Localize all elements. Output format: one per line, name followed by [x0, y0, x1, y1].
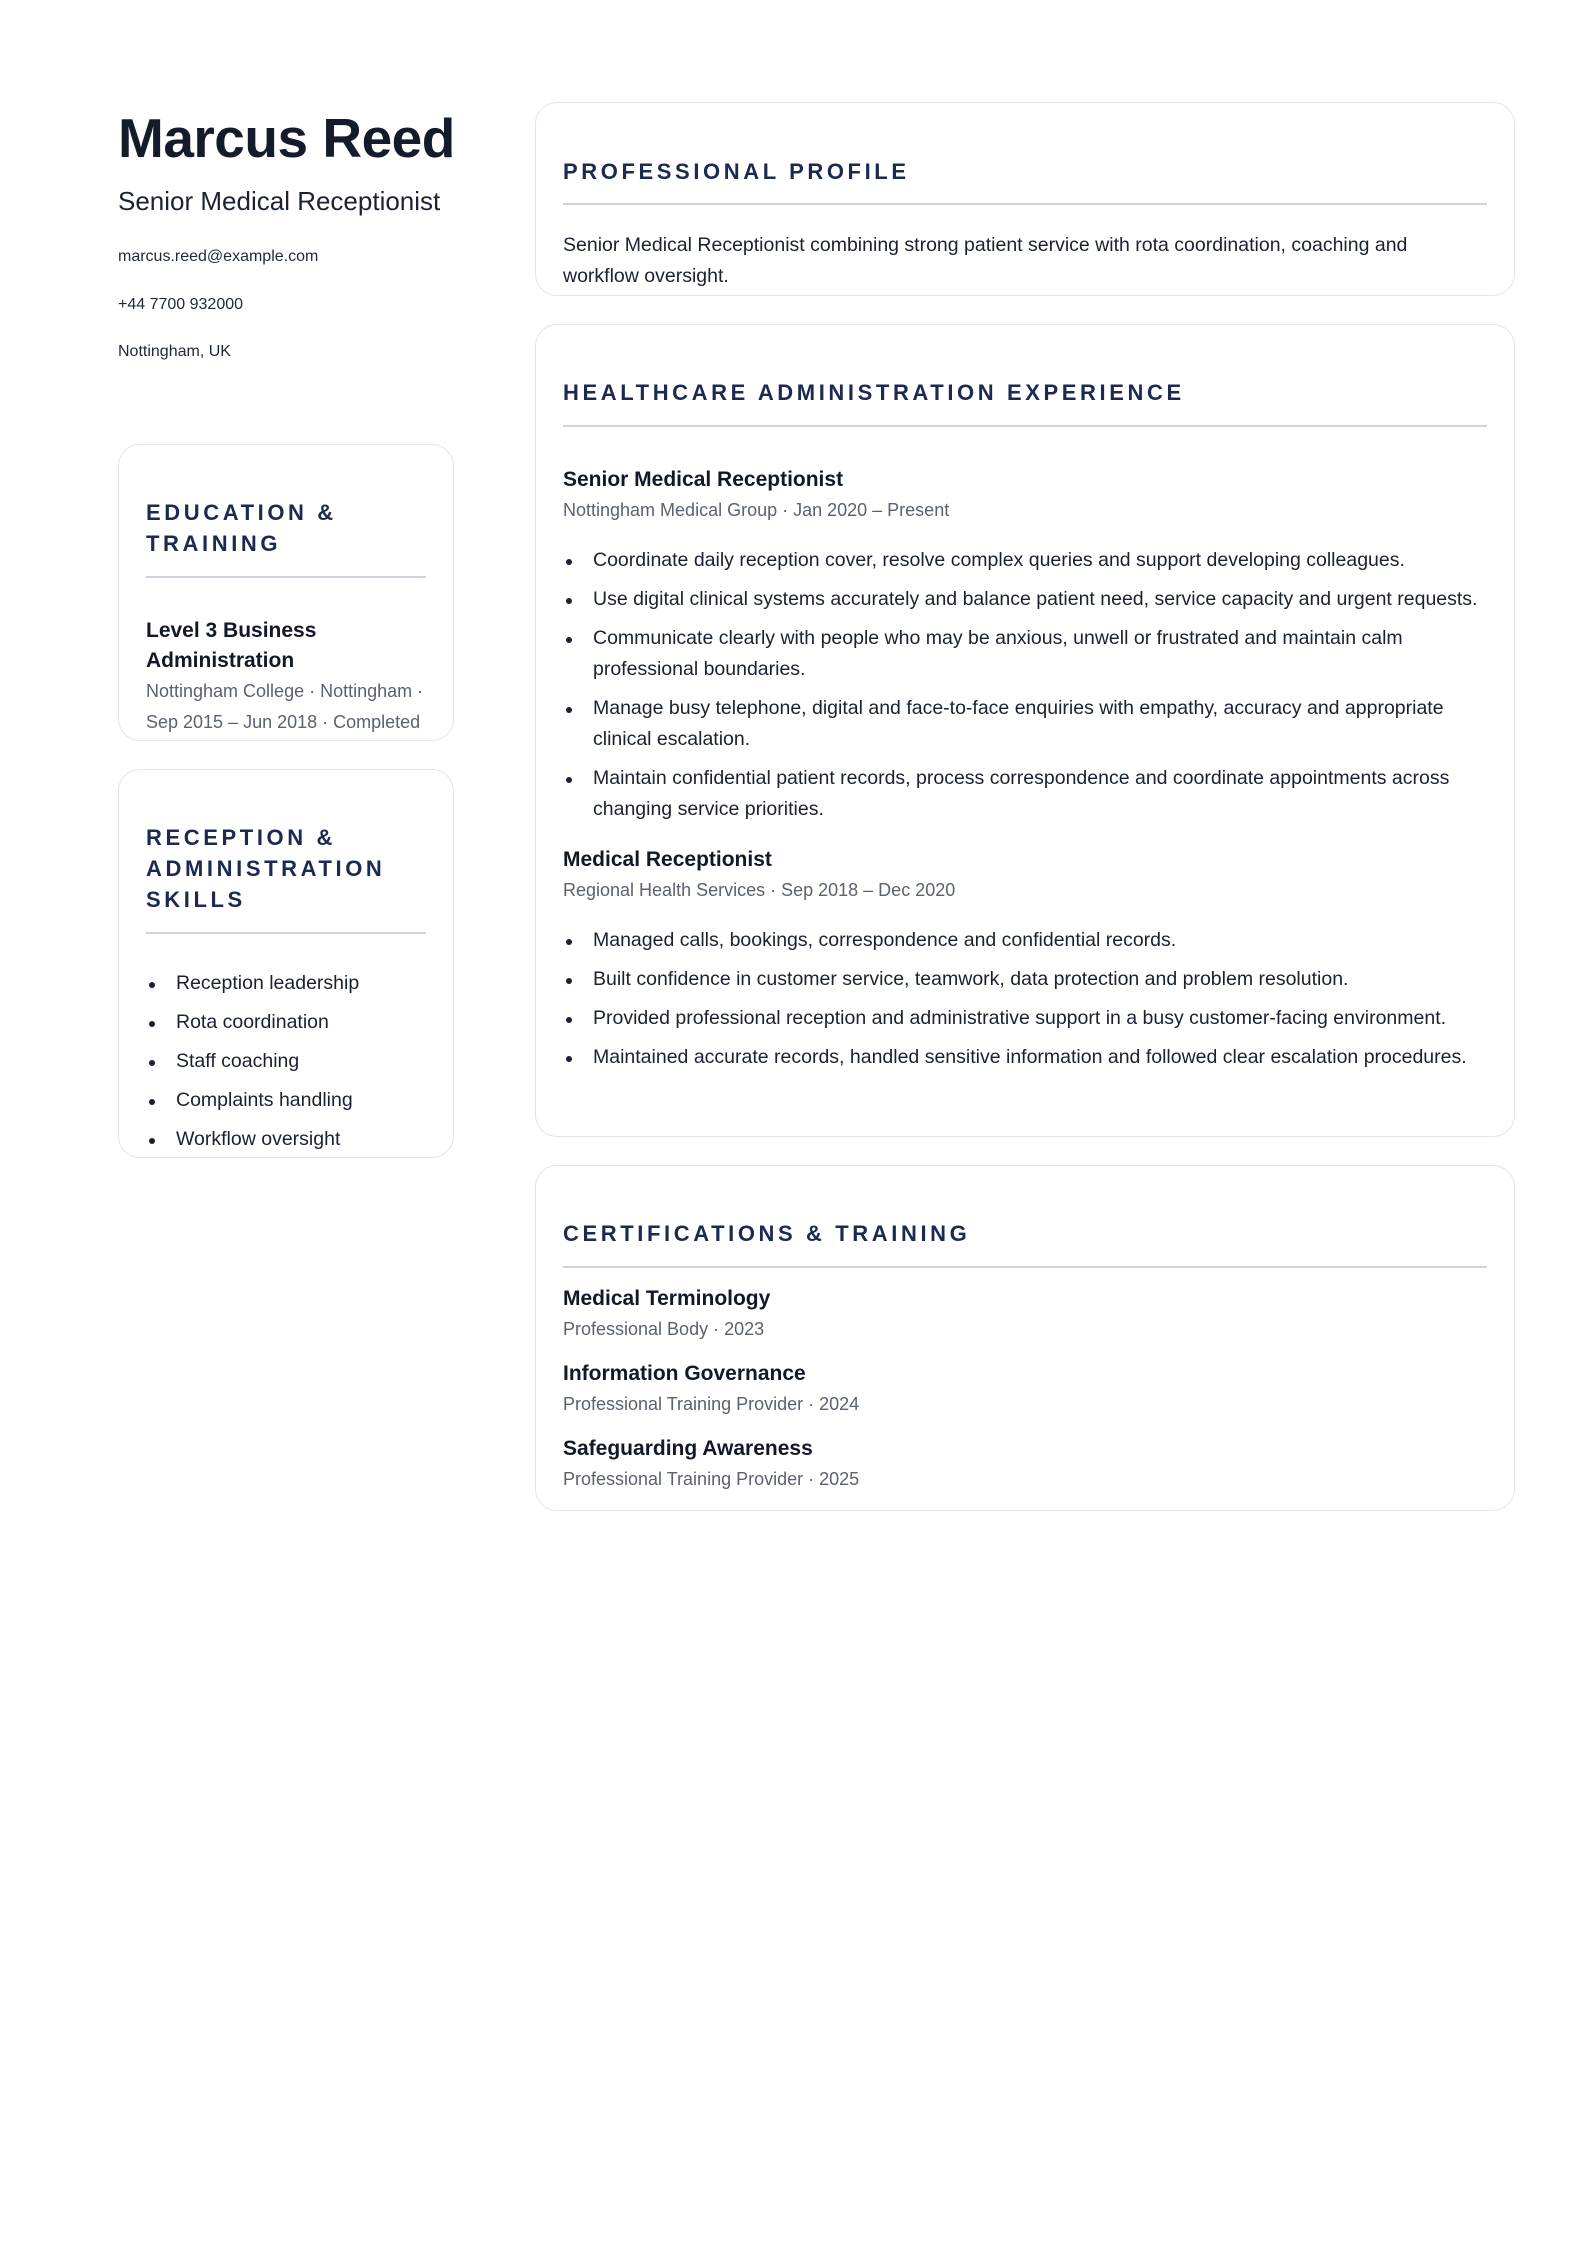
job-bullets	[563, 545, 1487, 825]
job-title: Medical Receptionist	[563, 848, 772, 871]
job-meta: Regional Health Services · Sep 2018 – Dec 2020	[563, 880, 956, 900]
profile-card	[535, 102, 1515, 296]
profile-heading: PROFESSIONAL PROFILE	[563, 159, 910, 184]
certification-meta: Professional Body · 2023	[563, 1319, 765, 1339]
experience-heading: HEALTHCARE ADMINISTRATION EXPERIENCE	[563, 380, 1185, 405]
education-divider	[146, 576, 426, 578]
experience-card	[535, 324, 1515, 1137]
certifications-heading: CERTIFICATIONS & TRAINING	[563, 1221, 971, 1246]
job-bullet: Maintain confidential patient records, process correspondence and coordinate appointments across changing service priorities.	[563, 763, 1487, 825]
job-bullets	[563, 925, 1487, 1073]
candidate-role: Senior Medical Receptionist	[118, 186, 441, 216]
skills-card	[118, 769, 454, 1158]
profile-divider	[563, 203, 1487, 205]
skill-item: Staff coaching	[146, 1046, 426, 1085]
certification-title: Medical Terminology	[563, 1287, 771, 1310]
education-entry-meta: Nottingham College · Nottingham · Sep 2015 – Jun 2018 · Completed	[146, 681, 424, 732]
job-title: Senior Medical Receptionist	[563, 468, 844, 491]
job-bullet: Coordinate daily reception cover, resolve complex queries and support developing colleagues.	[563, 545, 1487, 576]
certification-title: Information Governance	[563, 1362, 806, 1385]
skill-item: Reception leadership	[146, 968, 426, 1007]
job-bullet: Managed calls, bookings, correspondence and confidential records.	[563, 925, 1487, 956]
contact-location: Nottingham, UK	[118, 343, 231, 360]
certification-meta: Professional Training Provider · 2025	[563, 1469, 860, 1489]
skills-divider	[146, 932, 426, 934]
job-meta: Nottingham Medical Group · Jan 2020 – Present	[563, 500, 950, 520]
certifications-divider	[563, 1266, 1487, 1268]
skill-item: Complaints handling	[146, 1085, 426, 1124]
contact-email[interactable]: marcus.reed@example.com	[118, 248, 319, 265]
education-heading: EDUCATION & TRAINING	[146, 500, 337, 556]
education-entry-title: Level 3 Business Administration	[146, 619, 317, 672]
contact-phone[interactable]: +44 7700 932000	[118, 296, 244, 313]
skills-heading: RECEPTION & ADMINISTRATION SKILLS	[146, 825, 386, 912]
skill-item: Rota coordination	[146, 1007, 426, 1046]
skills-list	[146, 968, 426, 1163]
certification-title: Safeguarding Awareness	[563, 1437, 813, 1460]
job-bullet: Built confidence in customer service, teamwork, data protection and problem resolution.	[563, 964, 1487, 995]
certifications-card	[535, 1165, 1515, 1511]
job-bullet: Maintained accurate records, handled sensitive information and followed clear escalation procedures.	[563, 1042, 1487, 1073]
job-bullet: Communicate clearly with people who may be anxious, unwell or frustrated and maintain calm professional boundaries.	[563, 623, 1487, 685]
certification-meta: Professional Training Provider · 2024	[563, 1394, 860, 1414]
candidate-name: Marcus Reed	[118, 107, 455, 169]
education-card	[118, 444, 454, 741]
skill-item: Workflow oversight	[146, 1124, 426, 1163]
job-bullet: Use digital clinical systems accurately and balance patient need, service capacity and urgent requests.	[563, 584, 1487, 615]
profile-summary: Senior Medical Receptionist combining strong patient service with rota coordination, coaching and workflow oversight.	[563, 234, 1408, 287]
job-bullet: Manage busy telephone, digital and face-to-face enquiries with empathy, accuracy and appropriate clinical escalation.	[563, 693, 1487, 755]
experience-divider	[563, 425, 1487, 427]
job-bullet: Provided professional reception and administrative support in a busy customer-facing environment.	[563, 1003, 1487, 1034]
